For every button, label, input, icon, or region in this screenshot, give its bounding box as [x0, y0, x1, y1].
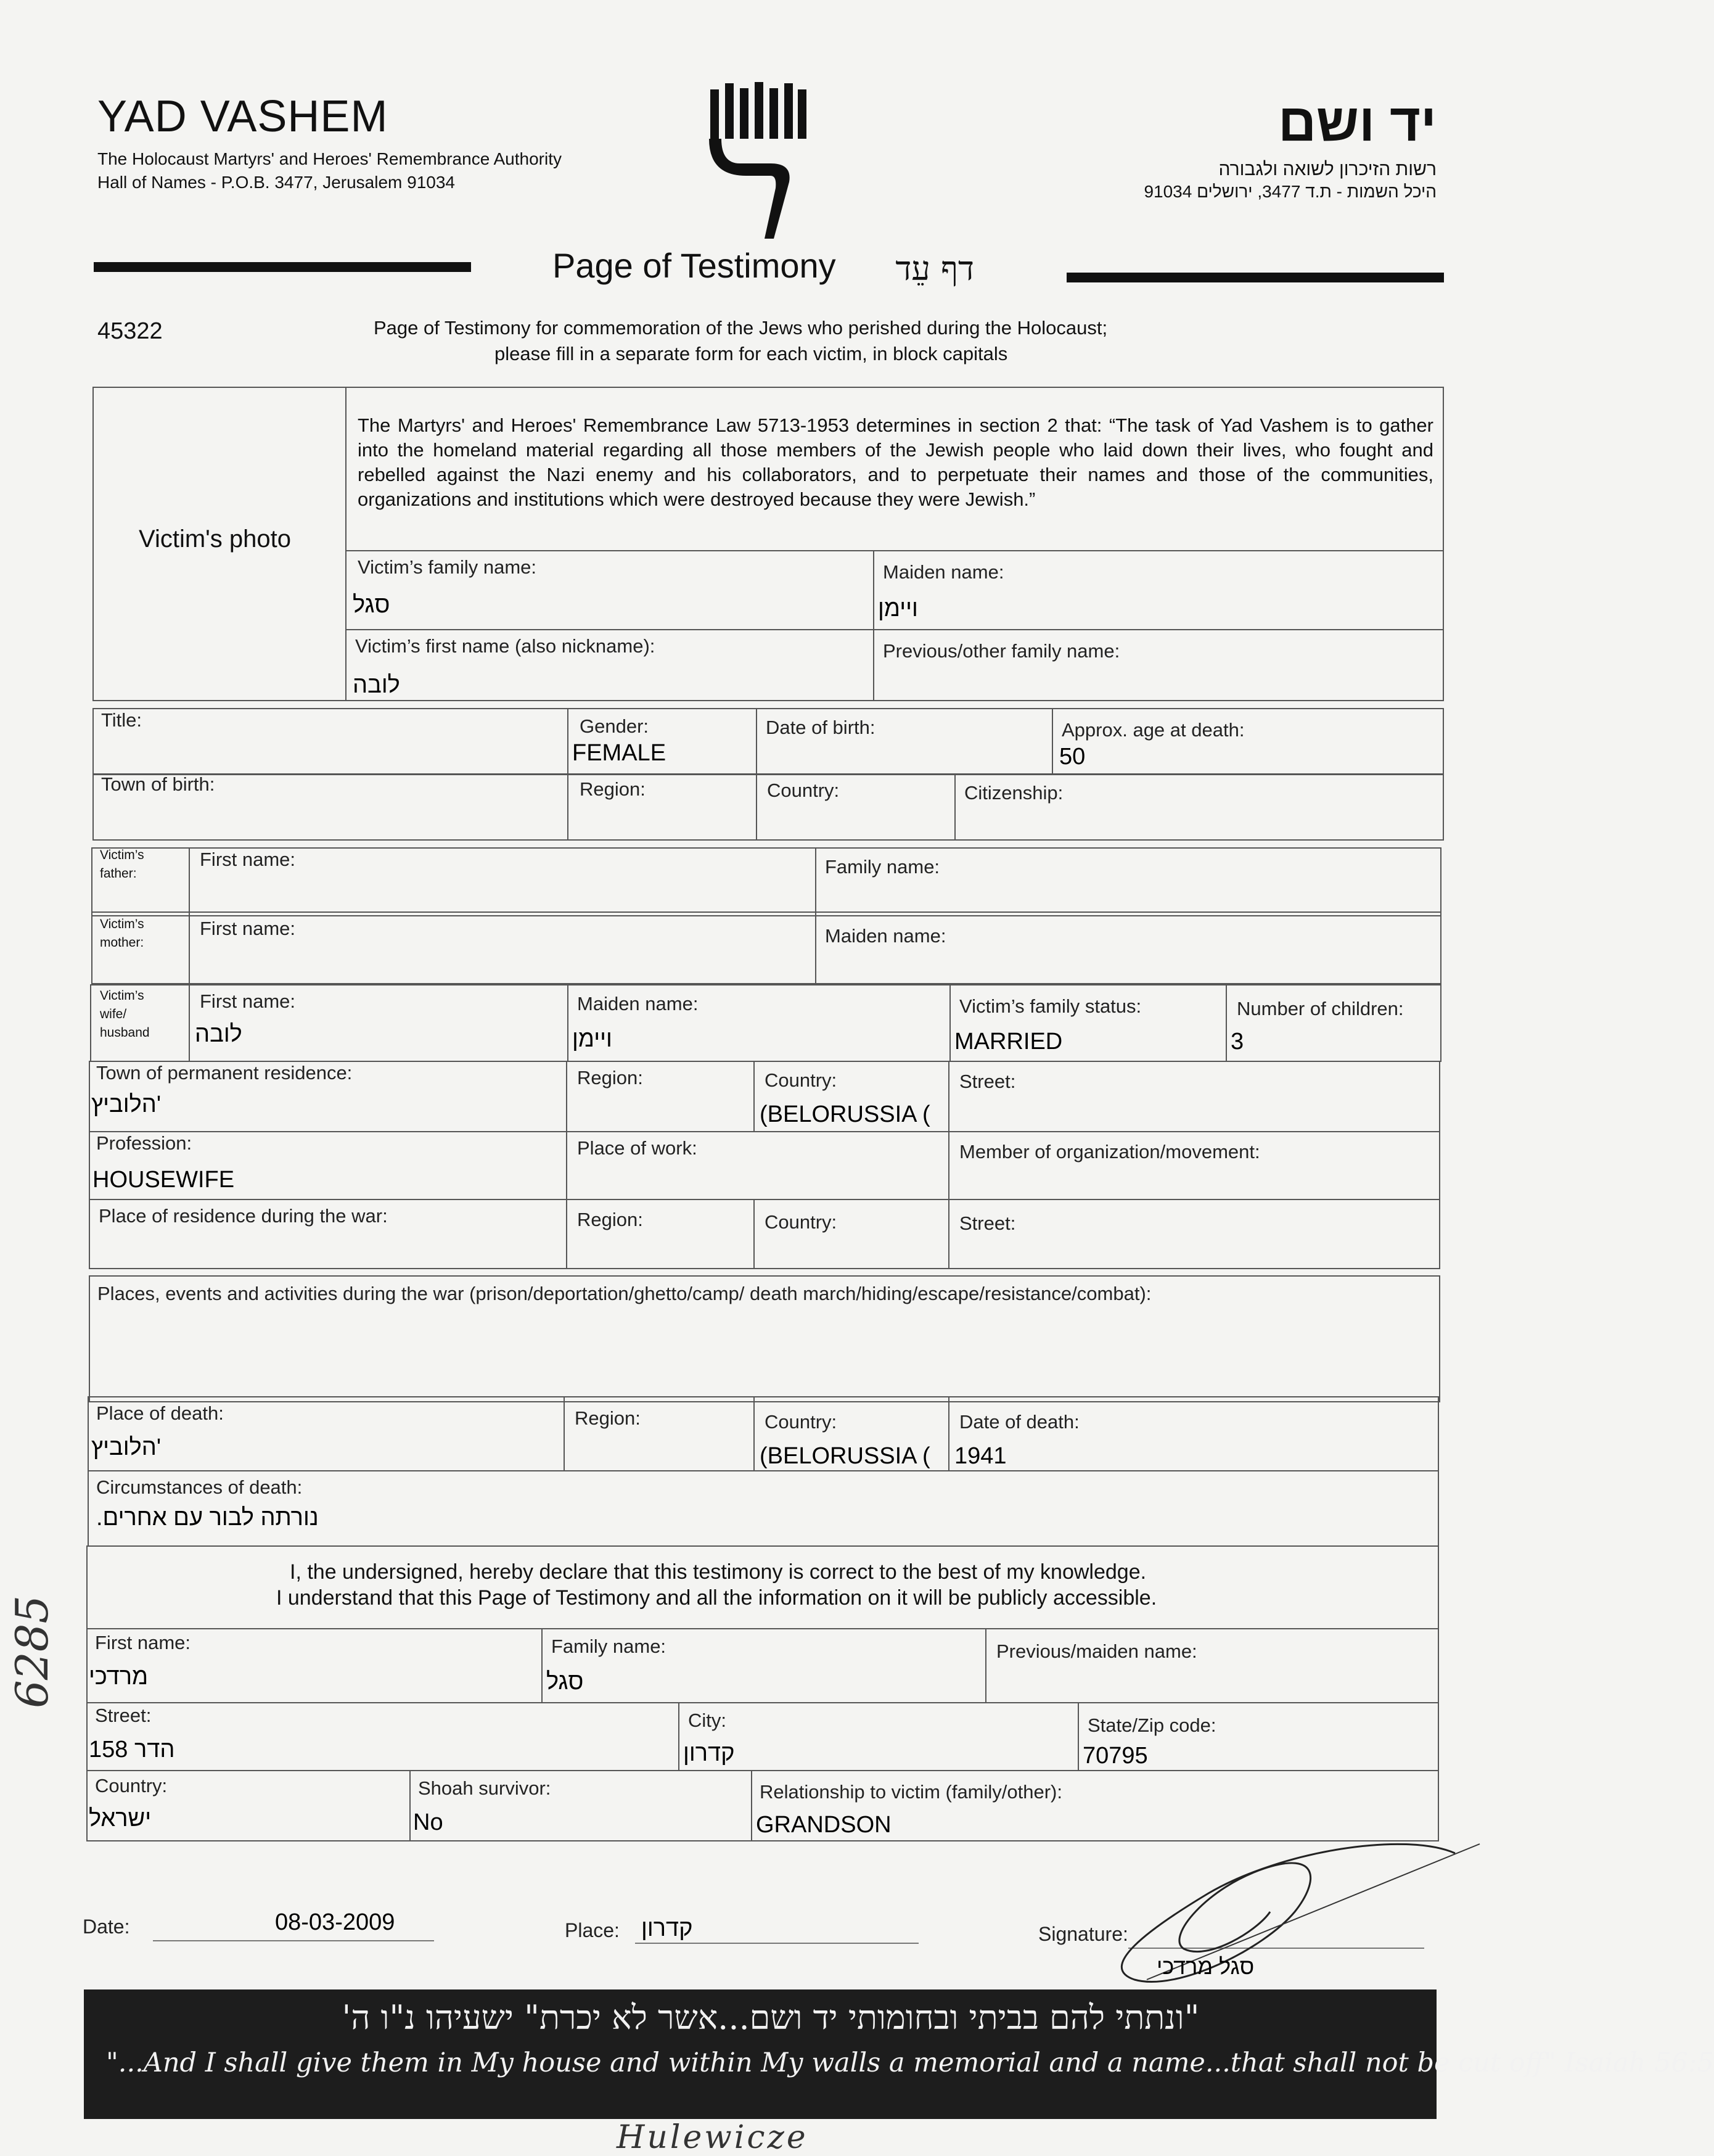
header-rule-right: [1067, 273, 1444, 282]
death-country-label: Country:: [765, 1411, 837, 1433]
org-subtitle-he-2: היכל השמות - ת.ד 3477, ירושלים 91034: [1144, 182, 1437, 201]
spouse-first-label: First name:: [200, 990, 296, 1012]
submitter-first-value[interactable]: מרדכי: [89, 1664, 149, 1690]
title-label: Title:: [101, 709, 142, 731]
submitter-zip-label: State/Zip code:: [1088, 1714, 1216, 1736]
submitter-street-value[interactable]: הדר 158: [89, 1737, 175, 1763]
spouse-maiden-value[interactable]: ויימן: [572, 1026, 612, 1052]
org-name-en: YAD VASHEM: [97, 92, 388, 141]
father-family-label: Family name:: [825, 856, 940, 878]
org-subtitle-he-1: רשות הזיכרון לשואה ולגבורה: [1218, 159, 1437, 179]
margin-note: 6285: [6, 1595, 58, 1708]
age-value[interactable]: 50: [1059, 744, 1086, 770]
children-label: Number of children:: [1237, 998, 1404, 1019]
relationship-value[interactable]: GRANDSON: [756, 1812, 892, 1838]
relationship-label: Relationship to victim (family/other):: [760, 1781, 1062, 1803]
war-street-label: Street:: [959, 1212, 1016, 1234]
submitter-city-label: City:: [688, 1710, 726, 1731]
gender-label: Gender:: [580, 715, 649, 737]
war-residence-label: Place of residence during the war:: [99, 1205, 388, 1227]
gender-value[interactable]: FEMALE: [572, 740, 666, 766]
intro-line-1: Page of Testimony for commemoration of the Jews who perished during the Holocaust;: [374, 317, 1108, 339]
dob-label: Date of birth:: [766, 717, 875, 738]
survivor-label: Shoah survivor:: [418, 1777, 551, 1799]
first-name-label: Victim’s first name (also nickname):: [355, 635, 655, 657]
residence-street-label: Street:: [959, 1071, 1016, 1092]
submitter-name-row: [86, 1628, 1439, 1703]
maiden-name-label: Maiden name:: [883, 561, 1004, 583]
place-label: Place:: [565, 1919, 620, 1941]
submitter-country-label: Country:: [95, 1775, 168, 1796]
submitter-family-value[interactable]: סגל: [546, 1669, 584, 1695]
death-date-value[interactable]: 1941: [954, 1443, 1007, 1469]
signature-scribble: [1060, 1825, 1492, 1992]
submitter-family-label: Family name:: [551, 1636, 666, 1657]
page-title-he: דף עֵד: [895, 249, 974, 288]
date-value[interactable]: 08-03-2009: [275, 1909, 395, 1935]
residence-country-label: Country:: [765, 1069, 837, 1091]
prev-family-label: Previous/other family name:: [883, 640, 1120, 662]
death-region-label: Region:: [575, 1407, 641, 1429]
death-country-value[interactable]: (BELORUSSIA (: [760, 1443, 930, 1469]
photo-label: Victim's photo: [139, 525, 292, 553]
submitter-address-row: [86, 1702, 1439, 1771]
mother-maiden-label: Maiden name:: [825, 925, 946, 947]
birth-country-label: Country:: [767, 780, 840, 801]
spouse-first-value[interactable]: לובה: [195, 1021, 242, 1047]
war-region-label: Region:: [577, 1209, 643, 1230]
quote-hebrew: "ונתתי להם בביתי ובחומותי יד ושם...אשר לא יכרת" ישעיהו נ"ו ה': [342, 1998, 1200, 2037]
law-text: The Martyrs' and Heroes' Remembrance Law 5713-1953 determines in section 2 that: “The task of Yad Vashem is to gather into the homeland material regarding all those members of the Jewish people who laid down their lives, who fought and rebelled against the Nazi enemy and his collaborators, and to perpetuate their names and those of the communities, organizations and institutions which were destroyed because they were Jewish.”: [358, 414, 1433, 510]
submitter-prev-label: Previous/maiden name:: [996, 1640, 1197, 1662]
submitter-zip-value[interactable]: 70795: [1083, 1743, 1148, 1769]
residence-town-label: Town of permanent residence:: [96, 1062, 353, 1084]
intro-line-2: please fill in a separate form for each victim, in block capitals: [494, 343, 1008, 364]
residence-country-value[interactable]: (BELORUSSIA (: [760, 1101, 930, 1127]
form-number: 45322: [97, 318, 163, 344]
org-name-he: יד ושם: [1277, 93, 1437, 152]
war-country-label: Country:: [765, 1211, 837, 1233]
events-label: Places, events and activities during the war (prison/deportation/ghetto/camp/ death march/hiding/escape/resistance/combat):: [97, 1283, 1152, 1304]
death-place-label: Place of death:: [96, 1402, 224, 1424]
submitter-city-value[interactable]: קדרון: [683, 1740, 735, 1766]
residence-town-value[interactable]: הלוביץ': [91, 1092, 162, 1117]
birth-region-label: Region:: [580, 778, 646, 800]
member-org-label: Member of organization/movement:: [959, 1141, 1260, 1162]
mother-side-label: Victim’s mother:: [100, 917, 144, 950]
death-place-value[interactable]: הלוביץ': [91, 1434, 162, 1460]
declaration-line-2: I understand that this Page of Testimony and all the information on it will be publicly accessible.: [276, 1586, 1157, 1610]
survivor-value[interactable]: No: [413, 1809, 443, 1835]
circumstances-value[interactable]: נורתה לבור עם אחרים.: [96, 1505, 319, 1531]
circumstances-label: Circumstances of death:: [96, 1476, 303, 1498]
father-side-label: Victim’s father:: [100, 848, 144, 881]
org-subtitle-en-2: Hall of Names - P.O.B. 3477, Jerusalem 91034: [97, 173, 456, 192]
profession-value[interactable]: HOUSEWIFE: [92, 1167, 235, 1193]
citizenship-label: Citizenship:: [964, 782, 1064, 804]
mother-first-label: First name:: [200, 918, 296, 939]
age-label: Approx. age at death:: [1062, 719, 1245, 741]
bottom-note: Hulewicze: [617, 2119, 808, 2156]
spouse-maiden-label: Maiden name:: [577, 993, 699, 1014]
place-value[interactable]: קדרון: [641, 1915, 693, 1941]
quote-english: "...And I shall give them in My house and within My walls a memorial and a name...that shall not be cut off" Isaiah 56:5: [106, 2047, 1714, 2078]
family-status-value[interactable]: MARRIED: [954, 1029, 1063, 1055]
org-subtitle-en-1: The Holocaust Martyrs' and Heroes' Remembrance Authority: [97, 149, 562, 168]
family-name-label: Victim’s family name:: [358, 556, 536, 578]
town-birth-label: Town of birth:: [101, 773, 215, 795]
first-name-value[interactable]: לובה: [353, 672, 400, 698]
signature-name: סגל מרדכי: [1157, 1954, 1255, 1979]
maiden-name-value[interactable]: ויימן: [878, 596, 918, 622]
page-title: Page of Testimony: [552, 246, 836, 285]
death-date-label: Date of death:: [959, 1411, 1080, 1433]
submitter-country-value[interactable]: ישראל: [89, 1806, 152, 1832]
header-rule-left: [94, 262, 471, 272]
family-name-value[interactable]: סגל: [353, 592, 390, 618]
submitter-first-label: First name:: [95, 1632, 191, 1653]
family-status-label: Victim’s family status:: [959, 995, 1142, 1017]
profession-label: Profession:: [96, 1132, 192, 1154]
residence-region-label: Region:: [577, 1067, 643, 1088]
signature-label: Signature:: [1038, 1923, 1128, 1945]
yad-vashem-logo: [703, 77, 814, 244]
children-value[interactable]: 3: [1231, 1029, 1244, 1055]
place-of-work-label: Place of work:: [577, 1137, 697, 1159]
father-first-label: First name:: [200, 849, 296, 870]
spouse-side-label: Victim’s wife/ husband: [100, 989, 150, 1040]
submitter-street-label: Street:: [95, 1705, 152, 1726]
declaration-line-1: I, the undersigned, hereby declare that this testimony is correct to the best of my knowledge.: [290, 1560, 1147, 1584]
date-label: Date:: [83, 1915, 130, 1938]
